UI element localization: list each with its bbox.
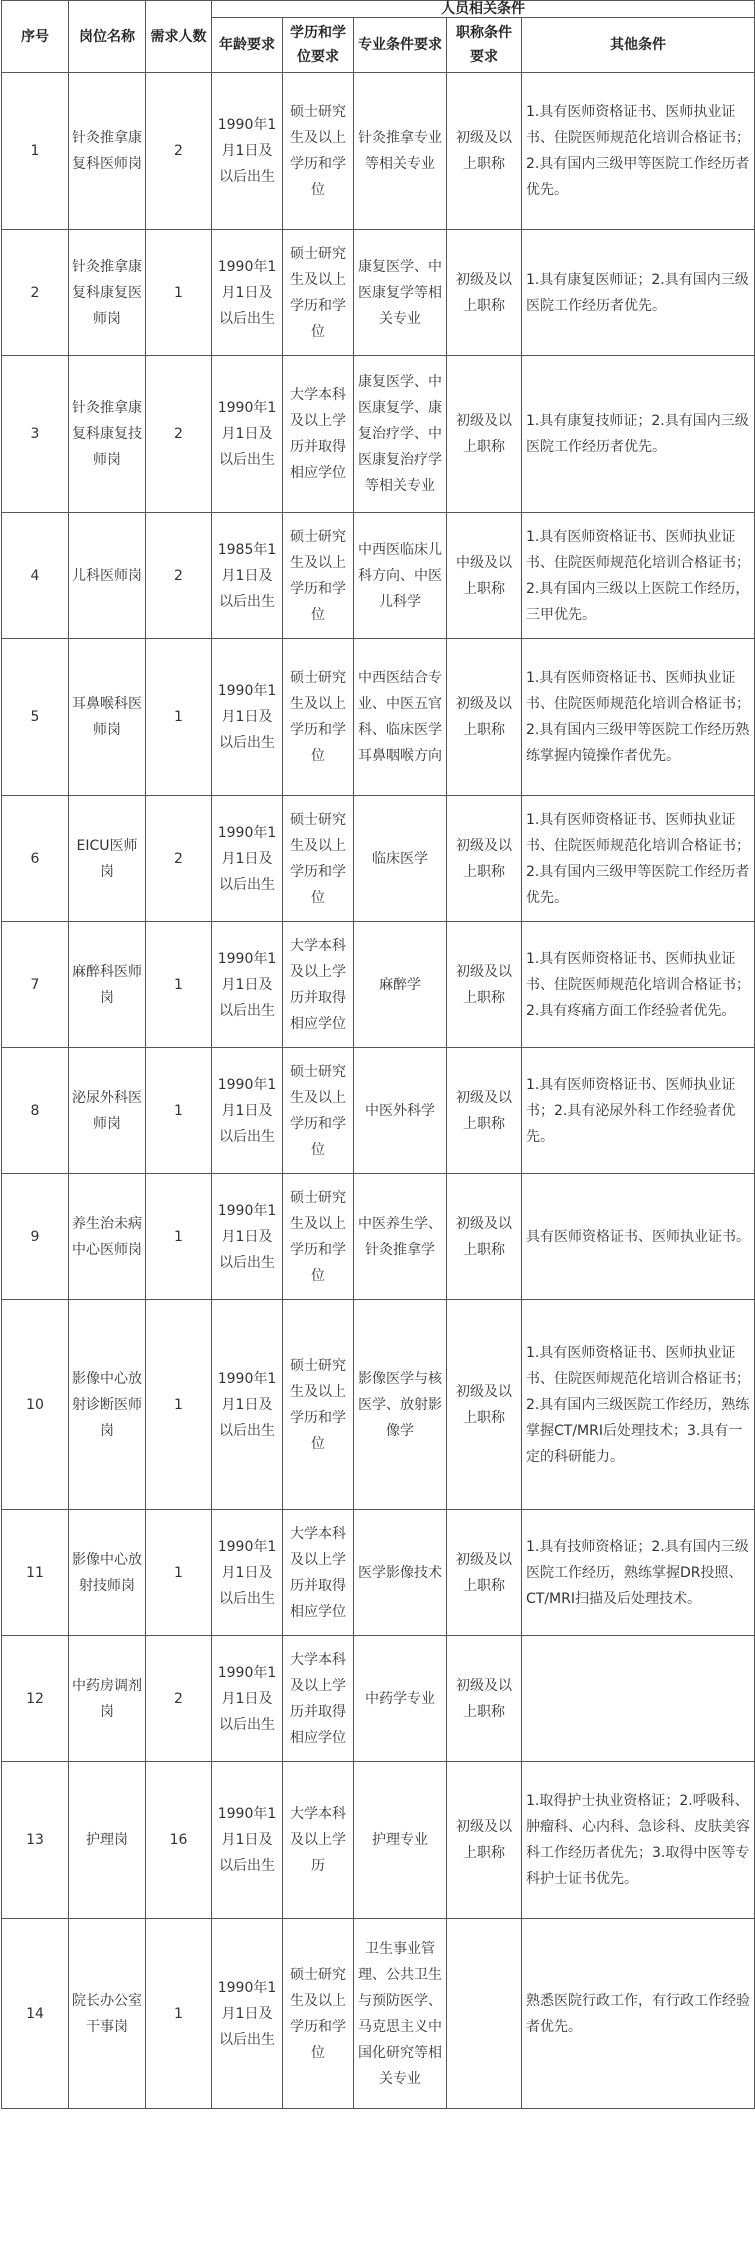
table-row	[2, 796, 755, 922]
cell-education: 硕士研究生及以上学历和学位	[283, 796, 354, 922]
cell-age: 1990年1月1日及以后出生	[212, 1919, 283, 2109]
cell-other: 1.具有技师资格证；2.具有国内三级医院工作经历，熟练掌握DR投照、CT/MRI扫描及后处理技术。	[522, 1510, 755, 1636]
cell-major: 护理专业	[354, 1762, 447, 1919]
table-row	[2, 1636, 755, 1762]
cell-age: 1990年1月1日及以后出生	[212, 1048, 283, 1174]
cell-other: 1.具有医师资格证书、医师执业证书、住院医师规范化培训合格证书；2.具有国内三级甲等医院工作经历者优先。	[522, 796, 755, 922]
table-row	[2, 230, 755, 356]
cell-seq: 1	[2, 73, 69, 230]
cell-count: 1	[146, 1174, 212, 1300]
cell-position: 针灸推拿康复科医师岗	[69, 73, 146, 230]
cell-education: 大学本科及以上学历	[283, 1762, 354, 1919]
header-education: 学历和学位要求	[283, 18, 354, 73]
header-count: 需求人数	[146, 1, 212, 73]
cell-age: 1990年1月1日及以后出生	[212, 639, 283, 796]
cell-education: 大学本科及以上学历并取得相应学位	[283, 1510, 354, 1636]
cell-position: 泌尿外科医师岗	[69, 1048, 146, 1174]
cell-title: 初级及以上职称	[447, 1174, 522, 1300]
cell-major: 临床医学	[354, 796, 447, 922]
cell-other: 1.具有康复技师证；2.具有国内三级医院工作经历者优先。	[522, 356, 755, 513]
table-row	[2, 1919, 755, 2109]
cell-title: 初级及以上职称	[447, 1762, 522, 1919]
cell-position: EICU医师岗	[69, 796, 146, 922]
cell-position: 护理岗	[69, 1762, 146, 1919]
cell-major: 康复医学、中医康复学、康复治疗学、中医康复治疗学等相关专业	[354, 356, 447, 513]
cell-title: 初级及以上职称	[447, 230, 522, 356]
cell-count: 2	[146, 796, 212, 922]
cell-position: 麻醉科医师岗	[69, 922, 146, 1048]
cell-education: 大学本科及以上学历并取得相应学位	[283, 356, 354, 513]
cell-title: 中级及以上职称	[447, 513, 522, 639]
cell-education: 大学本科及以上学历并取得相应学位	[283, 1636, 354, 1762]
header-position: 岗位名称	[69, 1, 146, 73]
cell-count: 2	[146, 73, 212, 230]
cell-age: 1990年1月1日及以后出生	[212, 796, 283, 922]
header-age: 年龄要求	[212, 18, 283, 73]
cell-education: 硕士研究生及以上学历和学位	[283, 639, 354, 796]
cell-age: 1990年1月1日及以后出生	[212, 1510, 283, 1636]
cell-major: 卫生事业管理、公共卫生与预防医学、马克思主义中国化研究等相关专业	[354, 1919, 447, 2109]
cell-seq: 9	[2, 1174, 69, 1300]
cell-age: 1990年1月1日及以后出生	[212, 1636, 283, 1762]
table-row	[2, 922, 755, 1048]
cell-count: 2	[146, 1636, 212, 1762]
cell-position: 耳鼻喉科医师岗	[69, 639, 146, 796]
cell-other: 1.具有医师资格证书、医师执业证书、住院医师规范化培训合格证书；2.具有国内三级甲等医院工作经历者优先。	[522, 73, 755, 230]
cell-seq: 12	[2, 1636, 69, 1762]
table-row	[2, 1174, 755, 1300]
cell-title	[447, 1919, 522, 2109]
cell-seq: 10	[2, 1300, 69, 1510]
cell-age: 1990年1月1日及以后出生	[212, 1300, 283, 1510]
cell-seq: 7	[2, 922, 69, 1048]
cell-count: 1	[146, 922, 212, 1048]
cell-other: 1.具有康复医师证；2.具有国内三级医院工作经历者优先。	[522, 230, 755, 356]
cell-age: 1990年1月1日及以后出生	[212, 230, 283, 356]
table-row	[2, 73, 755, 230]
table-row	[2, 356, 755, 513]
header-seq: 序号	[2, 1, 69, 73]
cell-education: 硕士研究生及以上学历和学位	[283, 230, 354, 356]
table-row	[2, 1510, 755, 1636]
cell-position: 影像中心放射诊断医师岗	[69, 1300, 146, 1510]
cell-count: 2	[146, 513, 212, 639]
cell-major: 中西医临床儿科方向、中医儿科学	[354, 513, 447, 639]
cell-position: 儿科医师岗	[69, 513, 146, 639]
cell-education: 硕士研究生及以上学历和学位	[283, 1919, 354, 2109]
cell-title: 初级及以上职称	[447, 922, 522, 1048]
cell-age: 1990年1月1日及以后出生	[212, 1174, 283, 1300]
cell-education: 硕士研究生及以上学历和学位	[283, 1300, 354, 1510]
cell-count: 1	[146, 1048, 212, 1174]
cell-age: 1985年1月1日及以后出生	[212, 513, 283, 639]
table-row	[2, 1762, 755, 1919]
cell-count: 16	[146, 1762, 212, 1919]
header-major: 专业条件要求	[354, 18, 447, 73]
table-row	[2, 1048, 755, 1174]
header-title: 职称条件要求	[447, 18, 522, 73]
cell-education: 硕士研究生及以上学历和学位	[283, 513, 354, 639]
cell-other: 1.取得护士执业资格证；2.呼吸科、肿瘤科、心内科、急诊科、皮肤美容科工作经历者优先；3.取得中医等专科护士证书优先。	[522, 1762, 755, 1919]
cell-count: 1	[146, 230, 212, 356]
cell-age: 1990年1月1日及以后出生	[212, 922, 283, 1048]
cell-seq: 6	[2, 796, 69, 922]
cell-count: 1	[146, 1510, 212, 1636]
cell-count: 1	[146, 1300, 212, 1510]
cell-major: 中医外科学	[354, 1048, 447, 1174]
cell-other: 1.具有医师资格证书、医师执业证书、住院医师规范化培训合格证书；2.具有国内三级甲等医院工作经历熟练掌握内镜操作者优先。	[522, 639, 755, 796]
cell-title: 初级及以上职称	[447, 1300, 522, 1510]
cell-title: 初级及以上职称	[447, 1636, 522, 1762]
cell-position: 针灸推拿康复科康复医师岗	[69, 230, 146, 356]
cell-major: 中药学专业	[354, 1636, 447, 1762]
cell-title: 初级及以上职称	[447, 73, 522, 230]
cell-title: 初级及以上职称	[447, 639, 522, 796]
cell-major: 中医养生学、针灸推拿学	[354, 1174, 447, 1300]
cell-position: 院长办公室干事岗	[69, 1919, 146, 2109]
header-other: 其他条件	[522, 18, 755, 73]
cell-major: 中西医结合专业、中医五官科、临床医学耳鼻咽喉方向	[354, 639, 447, 796]
cell-other: 1.具有医师资格证书、医师执业证书；2.具有泌尿外科工作经验者优先。	[522, 1048, 755, 1174]
recruitment-table	[1, 0, 755, 2109]
cell-position: 养生治未病中心医师岗	[69, 1174, 146, 1300]
cell-other: 1.具有医师资格证书、医师执业证书、住院医师规范化培训合格证书；2.具有国内三级以上医院工作经历，三甲优先。	[522, 513, 755, 639]
cell-title: 初级及以上职称	[447, 1510, 522, 1636]
cell-seq: 5	[2, 639, 69, 796]
cell-education: 大学本科及以上学历并取得相应学位	[283, 922, 354, 1048]
cell-seq: 2	[2, 230, 69, 356]
table-row	[2, 513, 755, 639]
cell-other: 1.具有医师资格证书、医师执业证书、住院医师规范化培训合格证书；2.具有国内三级医院工作经历，熟练掌握CT/MRI后处理技术；3.具有一定的科研能力。	[522, 1300, 755, 1510]
cell-other: 具有医师资格证书、医师执业证书。	[522, 1174, 755, 1300]
cell-position: 中药房调剂岗	[69, 1636, 146, 1762]
cell-seq: 14	[2, 1919, 69, 2109]
cell-other	[522, 1636, 755, 1762]
cell-count: 2	[146, 356, 212, 513]
cell-major: 康复医学、中医康复学等相关专业	[354, 230, 447, 356]
cell-position: 影像中心放射技师岗	[69, 1510, 146, 1636]
cell-major: 麻醉学	[354, 922, 447, 1048]
cell-other: 熟悉医院行政工作，有行政工作经验者优先。	[522, 1919, 755, 2109]
cell-education: 硕士研究生及以上学历和学位	[283, 73, 354, 230]
cell-education: 硕士研究生及以上学历和学位	[283, 1174, 354, 1300]
cell-other: 1.具有医师资格证书、医师执业证书、住院医师规范化培训合格证书；2.具有疼痛方面工作经验者优先。	[522, 922, 755, 1048]
cell-major: 影像医学与核医学、放射影像学	[354, 1300, 447, 1510]
cell-title: 初级及以上职称	[447, 796, 522, 922]
cell-major: 针灸推拿专业等相关专业	[354, 73, 447, 230]
cell-seq: 8	[2, 1048, 69, 1174]
table-row	[2, 639, 755, 796]
cell-major: 医学影像技术	[354, 1510, 447, 1636]
cell-title: 初级及以上职称	[447, 356, 522, 513]
header-group: 人员相关条件	[212, 1, 755, 18]
cell-count: 1	[146, 639, 212, 796]
cell-seq: 4	[2, 513, 69, 639]
cell-count: 1	[146, 1919, 212, 2109]
cell-seq: 13	[2, 1762, 69, 1919]
cell-age: 1990年1月1日及以后出生	[212, 1762, 283, 1919]
cell-age: 1990年1月1日及以后出生	[212, 73, 283, 230]
cell-position: 针灸推拿康复科康复技师岗	[69, 356, 146, 513]
cell-age: 1990年1月1日及以后出生	[212, 356, 283, 513]
cell-seq: 11	[2, 1510, 69, 1636]
cell-title: 初级及以上职称	[447, 1048, 522, 1174]
table-row	[2, 1300, 755, 1510]
cell-education: 硕士研究生及以上学历和学位	[283, 1048, 354, 1174]
cell-seq: 3	[2, 356, 69, 513]
